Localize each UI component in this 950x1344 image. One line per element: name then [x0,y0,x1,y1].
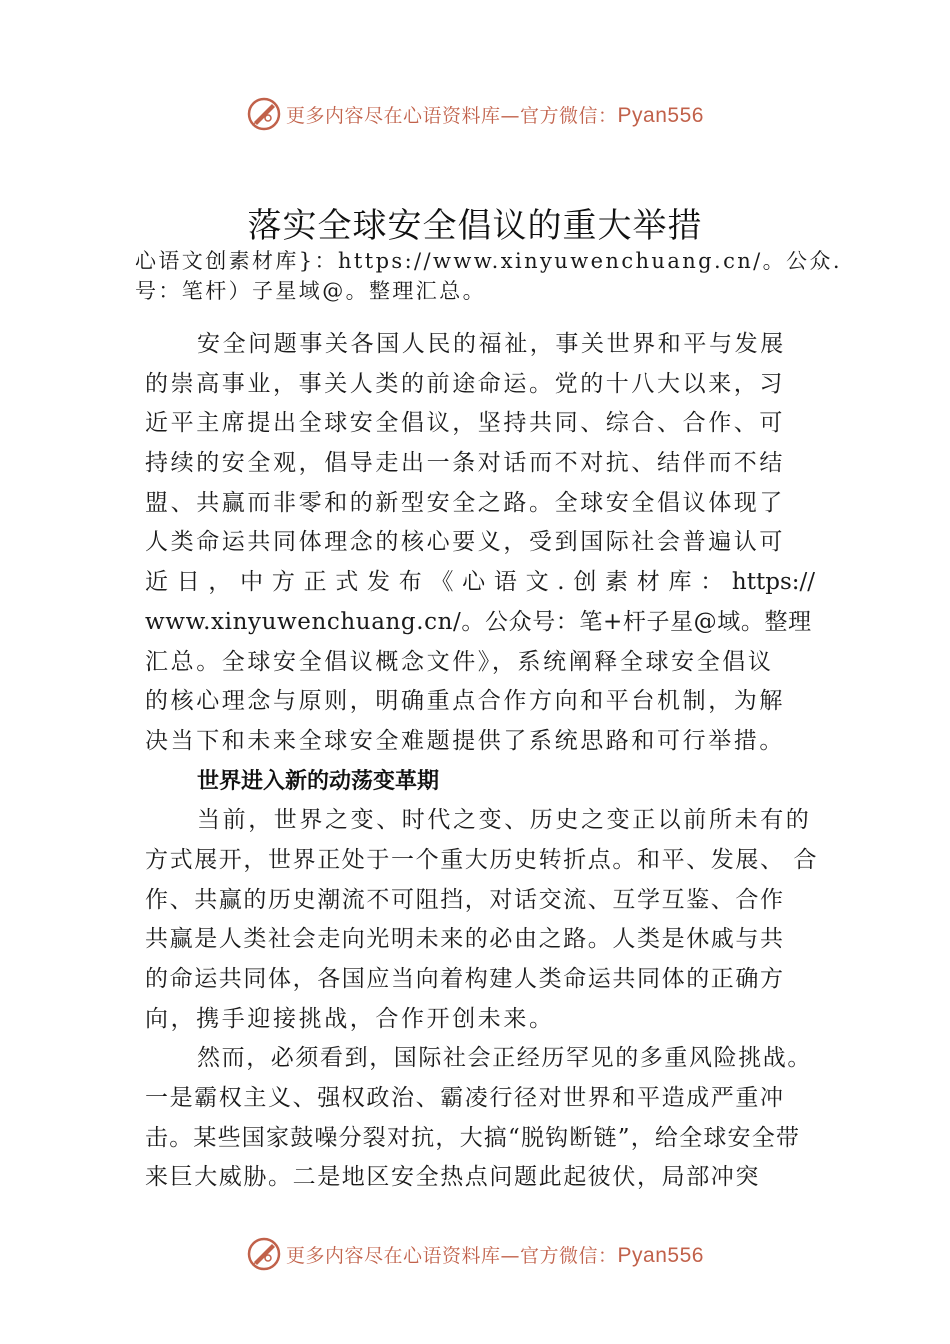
document-body [145,325,819,1198]
paragraph-line: 然而，必须看到，国际社会正经历罕见的多重风险挑战。 [197,1045,812,1072]
banner-text: 更多内容尽在心语资料库—官方微信：Pyan556 [286,1243,704,1267]
source-line: 心语文创素材库}：https://www.xinyuwenchuang.cn/。公众. [135,249,842,273]
paragraph-line: 安全问题事关各国人民的福祉，事关世界和平与发展 [197,331,786,357]
paragraph-line: 近日，中方正式发布《心语文.创素材库：https:// [145,569,815,596]
paragraph-line: 当前，世界之变、时代之变、历史之变正以前所未有的 [197,807,812,834]
wechat-id: Pyan556 [617,103,704,127]
paragraph-line: 向，携手迎接挑战，合作开创未来。 [145,1005,555,1032]
paragraph-line: 汇总。全球安全倡议概念文件》，系统阐释全球安全倡议 [145,648,774,675]
source-note [135,246,842,306]
document-title: 落实全球安全倡议的重大举措 [247,206,703,246]
paragraph-line: 决当下和未来全球安全难题提供了系统思路和可行举措。 [145,727,785,754]
source-line: 号：笔杆）子星域@。整理汇总。 [135,279,486,303]
pen-seal-icon [246,96,282,132]
paragraph-line: 的命运共同体，各国应当向着构建人类命运共同体的正确方 [145,966,785,992]
header-watermark-banner [0,94,950,134]
paragraph-line: www.xinyuwenchuang.cn/。公众号：笔+杆子星@域。整理 [145,608,812,635]
paragraph-line: 近平主席提出全球安全倡议，坚持共同、综合、合作、可 [145,410,785,437]
paragraph-line: 共赢是人类社会走向光明未来的必由之路。人类是休戚与共 [145,926,785,953]
paragraph-line: 的核心理念与原则，明确重点合作方向和平台机制，为解 [145,688,785,715]
footer-watermark-banner [0,1234,950,1274]
paragraph-line: 一是霸权主义、强权政治、霸凌行径对世界和平造成严重冲 [145,1085,785,1112]
paragraph-line: 盟、共赢而非零和的新型安全之路。全球安全倡议体现了 [145,489,785,516]
paragraph-line: 方式展开，世界正处于一个重大历史转折点。和平、发展、 合 [145,846,819,873]
section-heading: 世界进入新的动荡变革期 [197,768,440,794]
paragraph-line: 人类命运共同体理念的核心要义，受到国际社会普遍认可 [145,529,785,556]
banner-text: 更多内容尽在心语资料库—官方微信：Pyan556 [286,103,704,127]
paragraph-line: 的崇高事业，事关人类的前途命运。党的十八大以来，习 [145,370,785,397]
paragraph-line: 作、共赢的历史潮流不可阻挡，对话交流、互学互鉴、合作 [145,886,785,913]
wechat-id: Pyan556 [617,1243,704,1267]
paragraph-line: 击。某些国家鼓噪分裂对抗，大搞“脱钩断链”，给全球安全带 [145,1124,801,1151]
pen-seal-icon [246,1236,282,1272]
paragraph-line: 持续的安全观，倡导走出一条对话而不对抗、结伴而不结 [145,450,785,477]
paragraph-line: 来巨大威胁。二是地区安全热点问题此起彼伏，局部冲突 [145,1164,760,1191]
